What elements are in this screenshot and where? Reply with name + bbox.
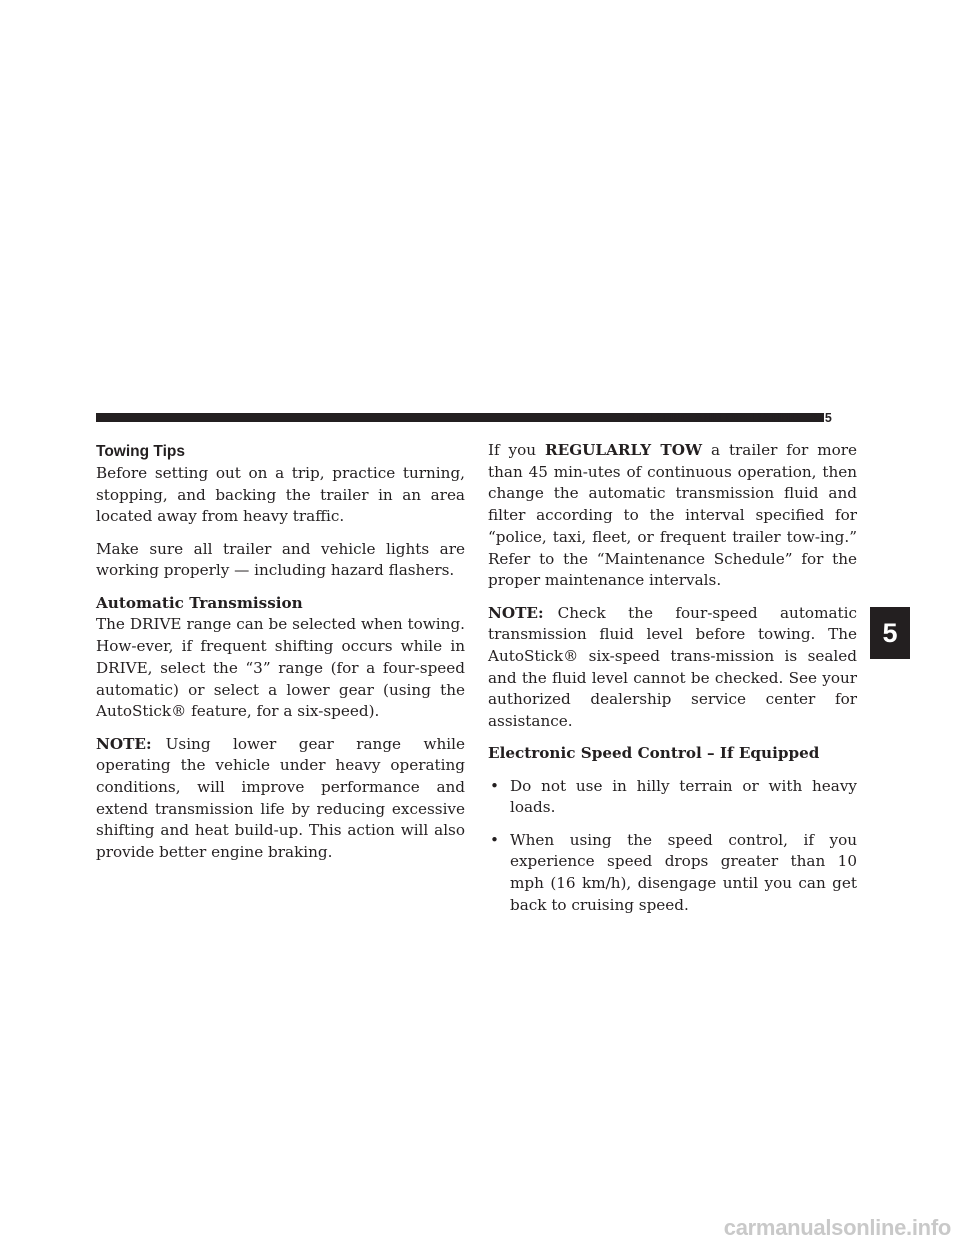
note-paragraph-right — [488, 603, 857, 733]
note-paragraph-left — [96, 734, 465, 864]
section-title: STARTING AND OPERATING — [626, 411, 801, 425]
regular-tow-text: a trailer for more than 45 min-utes of continuous operation, then change the automatic transmission fluid and filter according to the interval specified for “police, taxi, fleet, or frequent trailer tow-ing.” Refer to the “Maintenance Schedule” for the proper maintenance intervals. — [488, 441, 858, 590]
left-column — [96, 440, 465, 874]
list-item — [488, 776, 857, 819]
watermark: carmanualsonline.info — [723, 1215, 951, 1240]
speed-control-heading-text: Electronic Speed Control – If Equipped — [488, 744, 820, 763]
note-label: NOTE: — [488, 603, 544, 622]
list-item-text: Do not use in hilly terrain or with heavy loads. — [510, 776, 857, 817]
speed-control-heading — [488, 743, 857, 765]
note-text: Check the four-speed automatic transmission fluid level before towing. The AutoStick® six-speed trans-mission is sealed and the fluid level cannot be checked. See your authorized dealership service center for assistance. — [488, 603, 857, 731]
chapter-tab: 5 — [870, 607, 910, 659]
right-column — [488, 440, 857, 927]
practice-paragraph: Before setting out on a trip, practice turning, stopping, and backing the trailer in an area located away from heavy traffic. — [96, 464, 465, 526]
speed-control-list — [488, 776, 857, 917]
list-item — [488, 830, 857, 917]
automatic-transmission-heading: Automatic Transmission — [96, 593, 303, 612]
automatic-transmission-block — [96, 593, 465, 723]
bullet-icon: • — [490, 830, 499, 849]
running-header — [626, 411, 832, 425]
list-item-text: When using the speed control, if you experience speed drops greater than 10 mph (16 km/h), disengage until you can get back to cruising speed. — [510, 830, 857, 914]
lights-paragraph: Make sure all trailer and vehicle lights are working properly — including hazard flashers. — [96, 539, 465, 580]
bullet-icon: • — [490, 776, 499, 795]
regular-tow-paragraph — [488, 440, 857, 592]
regular-tow-prefix: If you — [488, 441, 545, 459]
regular-tow-emphasis: REGULARLY TOW — [545, 441, 703, 459]
note-text: Using lower gear range while operating the vehicle under heavy operating conditions, will improve performance and extend transmission life by reducing excessive shifting and heat build-up. This action will also provide better engine braking. — [96, 734, 465, 862]
note-label: NOTE: — [96, 734, 152, 753]
automatic-transmission-text: The DRIVE range can be selected when towing. How-ever, if frequent shifting occurs while in DRIVE, select the “3” range (for a four-speed automatic) or select a lower gear (using the AutoStick® feature, for a six-speed). — [96, 615, 465, 721]
towing-tips-heading: Towing Tips — [96, 443, 185, 460]
page-number: 375 — [810, 411, 832, 425]
